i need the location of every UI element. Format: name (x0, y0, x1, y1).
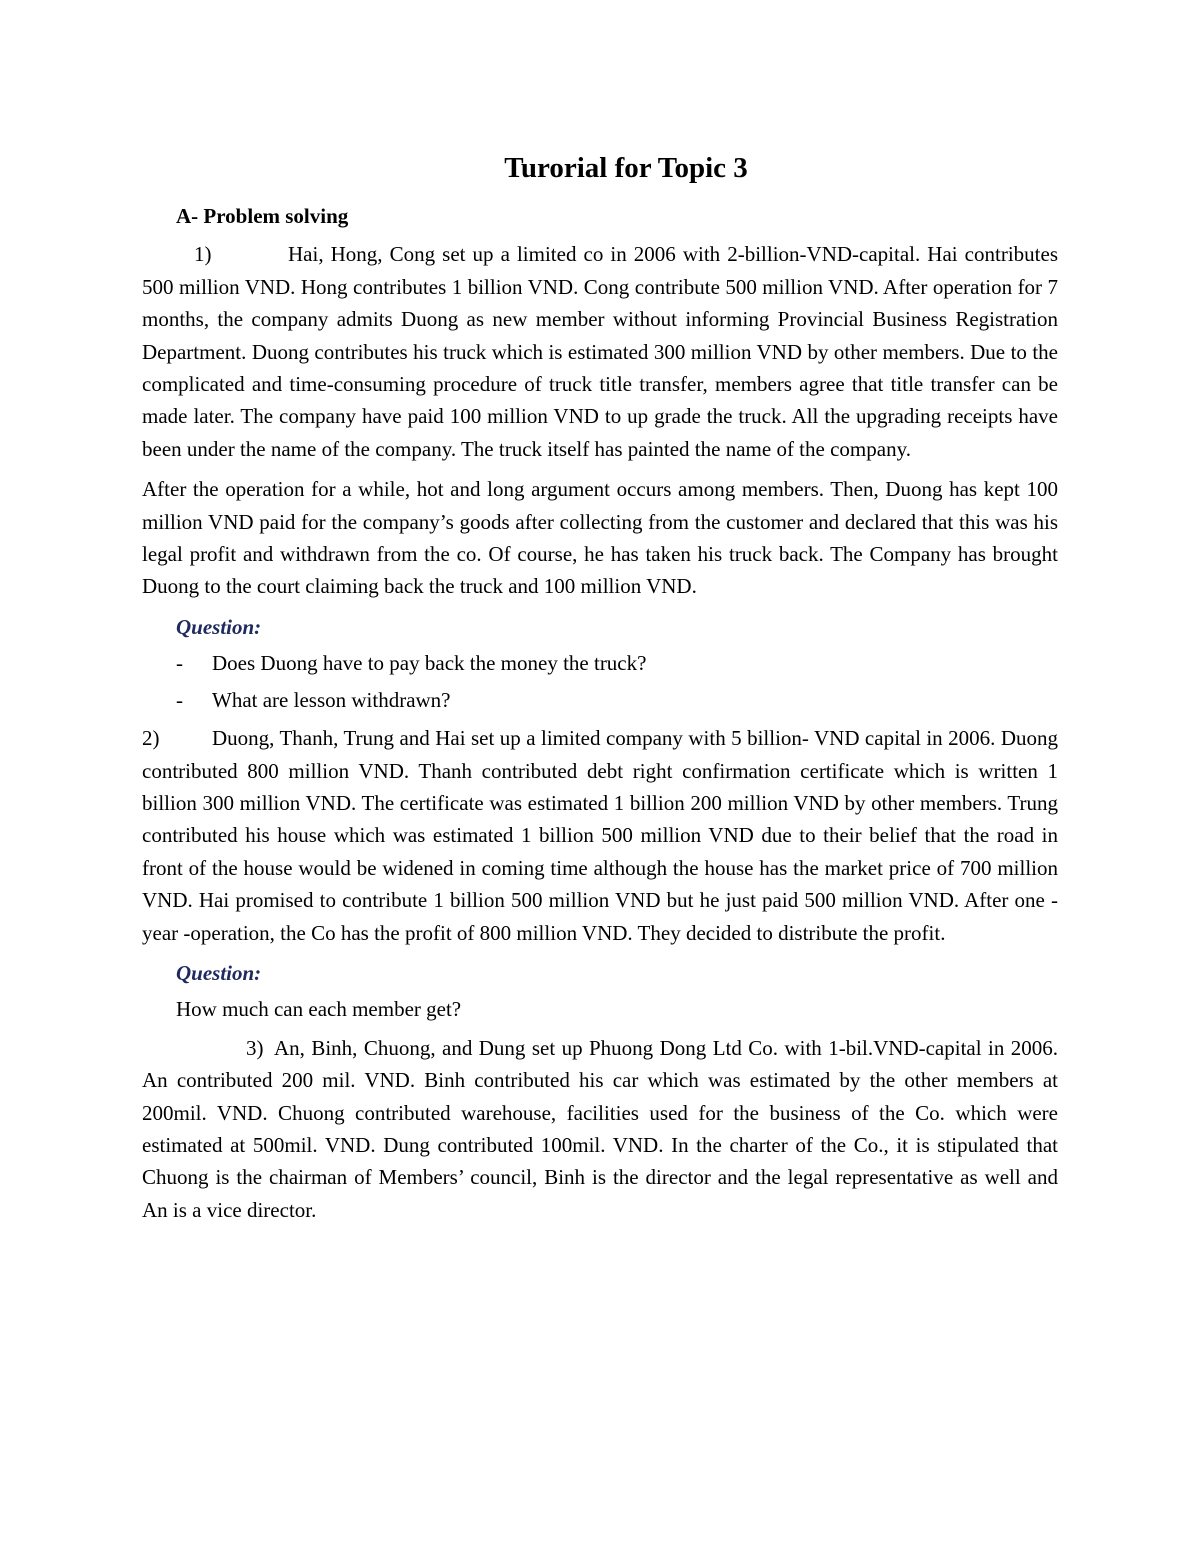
problem-3-number: 3) (246, 1035, 264, 1060)
problem-1-question-label: Question: (176, 614, 262, 639)
section-a-heading: A- Problem solving (176, 204, 349, 228)
problem-2-paragraph (142, 722, 1058, 949)
problem-3-paragraph (142, 1032, 1058, 1226)
problem-1-number: 1) (194, 242, 212, 267)
problem-1-paragraph-2: After the operation for a while, hot and long argument occurs among members. Then, Duong has kept 100 million VND paid for the company’s goods after collecting from the customer and declared that this was his legal profit and withdrawn from the co. Of course, he has taken his truck back. The Company has brought Duong to the court claiming back the truck and 100 million VND. (142, 477, 1058, 599)
question-text: What are lesson withdrawn? (212, 687, 451, 712)
list-item (142, 647, 1058, 679)
problem-1-paragraph-1 (142, 238, 1058, 465)
bullet-dash: - (176, 687, 183, 712)
problem-2-question-label: Question: (176, 960, 262, 985)
problem-2-question-text: How much can each member get? (176, 997, 462, 1022)
problem-1-text: Hai, Hong, Cong set up a limited co in 2006 with 2-billion-VND-capital. Hai contributes 500 million VND. Hong contributes 1 billion VND. Cong contribute 500 million VND. After operation for 7 months, the company admits Duong as new member without informing Provincial Business Registration Department. Duong contributes his truck which is estimated 300 million VND by other members. Due to the complicated and time-consuming procedure of truck title transfer, members agree that title transfer can be made later. The company have paid 100 million VND to up grade the truck. All the upgrading receipts have been under the name of the company. The truck itself has painted the name of the company. (142, 242, 1058, 461)
list-item (142, 684, 1058, 716)
problem-1-question-list (142, 647, 1058, 716)
problem-3-text: An, Binh, Chuong, and Dung set up Phuong Dong Ltd Co. with 1-bil.VND-capital in 2006. An contributed 200 mil. VND. Binh contributed his car which was estimated by the other members at 200mil. VND. Chuong contributed warehouse, facilities used for the business of the Co. which were estimated at 500mil. VND. Dung contributed 100mil. VND. In the charter of the Co., it is stipulated that Chuong is the chairman of Members’ council, Binh is the director and the legal representative as well and An is a vice director. (142, 1035, 1058, 1222)
problem-2-number: 2) (142, 726, 160, 751)
page-title: Turorial for Topic 3 (504, 152, 748, 184)
problem-2-text: Duong, Thanh, Trung and Hai set up a limited company with 5 billion- VND capital in 2006. Duong contributed 800 million VND. Thanh contributed debt right confirmation certificate which is written 1 billion 300 million VND. The certificate was estimated 1 billion 200 million VND by other members. Trung contributed his house which was estimated 1 billion 500 million VND due to their belief that the road in front of the house would be widened in coming time although the house has the market price of 700 million VND. Hai promised to contribute 1 billion 500 million VND but he just paid 500 million VND. After one -year -operation, the Co has the profit of 800 million VND. They decided to distribute the profit. (142, 726, 1058, 945)
document-body (142, 148, 1058, 1226)
bullet-dash: - (176, 651, 183, 676)
question-text: Does Duong have to pay back the money the truck? (212, 651, 647, 676)
